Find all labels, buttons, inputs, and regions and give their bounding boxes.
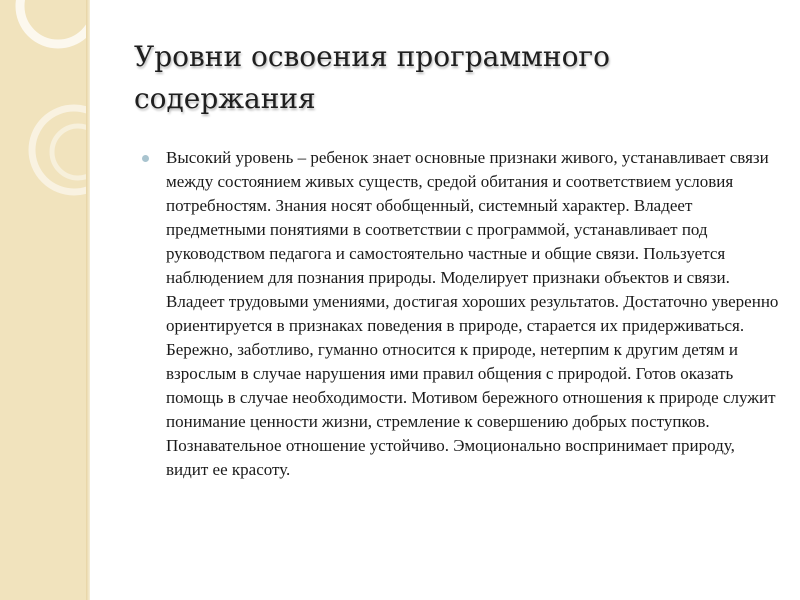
bullet-text: Высокий уровень – ребенок знает основные признаки живого, устанавливает связи между состоянием живых существ, средой обитания и соответствием условия потребностям. Знания носят обобщенный, системный характер. Владеет предметными понятиями в соответствии с программой, устанавливает под руководством педагога и самостоятельно частные и общие связи. Пользуется наблюдением для познания природы. Моделирует признаки объектов и связи. Владеет трудовыми умениями, достигая хороших результатов. Достаточно уверенно ориентируется в признаках поведения в природе, старается их придерживаться. Бережно, заботливо, гуманно относится к природе, нетерпим к другим детям и взрослым в случае нарушения ими правил общения с природой. Готов оказать помощь в случае необходимости. Мотивом бережного отношения к природе служит понимание ценности жизни, стремление к совершению добрых поступков. Познавательное отношение устойчиво. Эмоционально воспринимает природу, видит ее красоту. — [166, 148, 779, 479]
slide-title: Уровни освоения программного содержания — [134, 40, 610, 115]
decorative-side-panel — [0, 0, 86, 600]
bullet-item — [140, 146, 780, 482]
ring-middle-inner — [52, 126, 86, 178]
bullet-dot-icon — [142, 155, 149, 162]
decorative-rings — [0, 0, 86, 600]
side-panel-edge — [86, 0, 90, 600]
bullet-list — [140, 146, 780, 482]
ring-top — [20, 0, 86, 44]
